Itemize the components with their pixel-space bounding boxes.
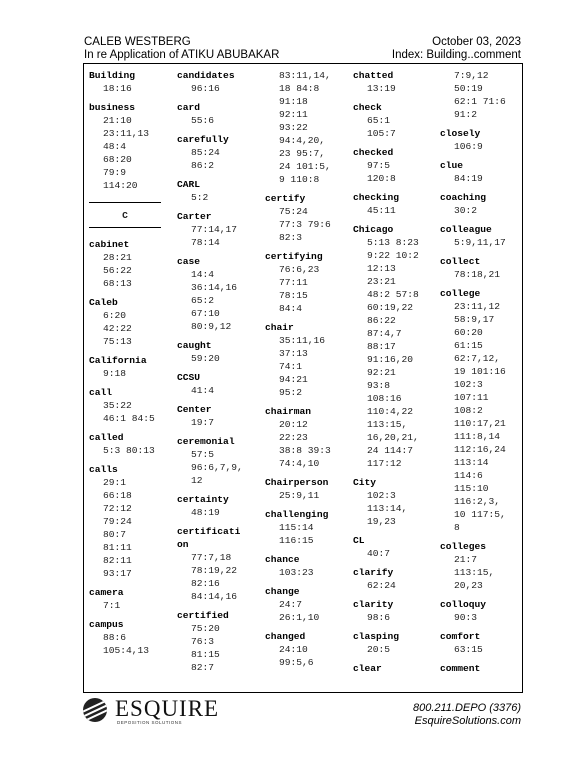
index-entry [89,431,161,457]
page-line-ref: 23:21 [367,276,396,287]
page-line-ref: 80:7 [103,529,127,540]
page-line-ref: 29:1 [103,477,127,488]
page-line-ref: 21:7 [454,554,478,565]
page-line-ref: 92:21 [367,367,396,378]
page-line-ref: 83:11,14, [279,70,331,81]
page-line-ref: 12:13 [367,263,396,274]
page-line-ref: 84:14,16 [191,591,238,602]
index-term: case [177,256,201,267]
page-line-ref: 82:11 [103,555,132,566]
page-line-ref: 59:20 [191,353,220,364]
index-entry [353,146,419,185]
page-line-ref: 65:2 [191,295,215,306]
index-term: checked [353,147,394,158]
page-line-ref: 95:2 [279,387,303,398]
phone-number: 800.211.DEPO (3376) [412,702,521,714]
page-line-ref: 88:6 [103,632,127,643]
index-term: coaching [440,192,487,203]
witness-name: CALEB WESTBERG [84,36,191,48]
index-term: ceremonial [177,436,235,447]
divider-line [89,202,161,203]
index-entry [89,354,161,380]
index-term: change [265,586,300,597]
page-line-ref: 105:7 [367,128,396,139]
page-line-ref: 19:7 [191,417,215,428]
index-term: camera [89,587,124,598]
page-line-ref: 9:18 [103,368,127,379]
index-entry [440,255,506,281]
page-line-ref: 82:7 [191,662,215,673]
page-line-ref: 82:16 [191,578,220,589]
index-entry [177,210,243,249]
section-divider [89,198,161,228]
index-term: carefully [177,134,229,145]
index-entry [177,339,243,365]
page-line-ref: 24:10 [279,644,308,655]
page-line-ref: 24 101:5, [279,161,331,172]
page-line-ref: 19,23 [367,516,396,527]
page-line-ref: 13:19 [367,83,396,94]
index-term: Building [89,70,136,81]
page-line-ref: 41:4 [191,385,215,396]
page-line-ref: 91:16,20 [367,354,414,365]
page-line-ref: 115:14 [279,522,314,533]
index-entry [265,321,331,399]
page-line-ref: 82:3 [279,232,303,243]
index-column [265,69,331,675]
page-line-ref: 35:22 [103,400,132,411]
page-line-ref: 78:18,21 [454,269,501,280]
index-entry [265,250,331,315]
index-entry [265,508,331,547]
page-line-ref: 36:14,16 [191,282,238,293]
index-term: colleague [440,224,492,235]
page-line-ref: 20:5 [367,644,391,655]
index-entry [177,371,243,397]
index-entry [440,540,506,592]
index-term: certified [177,610,229,621]
esquire-globe-icon [83,698,107,722]
page-line-ref: 110:17,21 [454,418,506,429]
page-line-ref: 9 110:8 [279,174,320,185]
page-line-ref: 37:13 [279,348,308,359]
index-term: CARL [177,179,201,190]
index-entry [89,618,161,657]
page-line-ref: 76:3 [191,636,215,647]
page-line-ref: 74:1 [279,361,303,372]
index-term: colleges [440,541,487,552]
page-line-ref: 23:11,12 [454,301,501,312]
esquire-logo [83,696,243,726]
page-line-ref: 79:24 [103,516,132,527]
index-box [83,63,523,693]
index-term: collect [440,256,481,267]
index-entry [440,630,506,656]
page-line-ref: 93:8 [367,380,391,391]
index-term: comment [440,663,481,674]
page-line-ref: 90:3 [454,612,478,623]
index-entry [177,255,243,333]
page-line-ref: 84:19 [454,173,483,184]
page-line-ref: 94:21 [279,374,308,385]
index-entry [353,566,419,592]
index-entry [440,159,506,185]
index-term: certainty [177,494,229,505]
index-entry [265,476,331,502]
page-line-ref: 114:20 [103,180,138,191]
page-line-ref: 77:3 79:6 [279,219,331,230]
page-line-ref: 48:4 [103,141,127,152]
index-entry [353,223,419,470]
index-term: business [89,102,136,113]
index-term: calls [89,464,118,475]
index-column [353,69,419,681]
page-line-ref: 93:17 [103,568,132,579]
index-range: Index: Building..comment [391,49,521,61]
index-entry [353,598,419,624]
index-entry [177,178,243,204]
page-line-ref: 24 114:7 [367,445,414,456]
index-entry [89,296,161,348]
index-term: certifying [265,251,323,262]
page-line-ref: 105:4,13 [103,645,150,656]
page-line-ref: 78:14 [191,237,220,248]
page-line-ref: 75:13 [103,336,132,347]
page-line-ref: 25:9,11 [279,490,320,501]
index-entry [89,386,161,425]
page-line-ref: 48:19 [191,507,220,518]
page-line-ref: 67:10 [191,308,220,319]
page-line-ref: 113:15, [454,567,495,578]
index-term: clear [353,663,382,674]
index-entry [353,69,419,95]
index-column [177,69,243,680]
index-term: challenging [265,509,329,520]
page-line-ref: 75:20 [191,623,220,634]
page-line-ref: 5:3 80:13 [103,445,155,456]
index-term: Carter [177,211,212,222]
index-entry [89,69,161,95]
page-line-ref: 112:16,24 [454,444,506,455]
index-term: Center [177,404,212,415]
page-line-ref: 30:2 [454,205,478,216]
page-line-ref: 18 84:8 [279,83,320,94]
index-term: candidates [177,70,235,81]
page-line-ref: 42:22 [103,323,132,334]
index-entry [440,287,506,534]
index-entry [265,553,331,579]
page-line-ref: 77:11 [279,277,308,288]
index-term: chairman [265,406,312,417]
page-line-ref: 120:8 [367,173,396,184]
page-line-ref: 46:1 84:5 [103,413,155,424]
index-term: Chairperson [265,477,329,488]
page-line-ref: 65:1 [367,115,391,126]
page-line-ref: 19 101:16 [454,366,506,377]
page-line-ref: 5:9,11,17 [454,237,506,248]
page-line-ref: 78:19,22 [191,565,238,576]
index-entry [89,463,161,580]
page-line-ref: 68:13 [103,278,132,289]
page-line-ref: 103:23 [279,567,314,578]
page-line-ref: 50:19 [454,83,483,94]
index-term: certify [265,193,306,204]
page-line-ref: 20,23 [454,580,483,591]
index-term: caught [177,340,212,351]
page-line-ref: 21:10 [103,115,132,126]
page-line-ref: 75:24 [279,206,308,217]
page-line-ref: 88:17 [367,341,396,352]
page-line-ref: 99:5,6 [279,657,314,668]
page-line-ref: 96:16 [191,83,220,94]
page-line-ref: 91:18 [279,96,308,107]
page-line-ref: 94:4,20, [279,135,326,146]
page-line-ref: 113:14 [454,457,489,468]
logo-wordmark: ESQUIRE [115,696,220,721]
page-line-ref: 10 117:5, [454,509,506,520]
index-entry [440,223,506,249]
page-line-ref: 14:4 [191,269,215,280]
index-term: campus [89,619,124,630]
page-line-ref: 12 [191,475,203,486]
index-term: certificati on [177,526,241,550]
index-entry [177,69,243,95]
index-entry [353,662,419,675]
index-term: call [89,387,113,398]
index-term: clasping [353,631,400,642]
index-entry [440,69,506,121]
index-entry [265,405,331,470]
page-line-ref: 23 95:7, [279,148,326,159]
index-entry [353,630,419,656]
contact-info [413,702,521,728]
index-term: closely [440,128,481,139]
page-line-ref: 5:2 [191,192,209,203]
index-entry [440,127,506,153]
page-line-ref: 117:12 [367,458,402,469]
page-line-ref: 116:2,3, [454,496,501,507]
index-entry [89,238,161,290]
page-line-ref: 7:1 [103,600,121,611]
index-term: colloquy [440,599,487,610]
page-line-ref: 106:9 [454,141,483,152]
page-line-ref: 6:20 [103,310,127,321]
index-term: cabinet [89,239,130,250]
index-entry [265,192,331,244]
page-line-ref: 9:22 10:2 [367,250,419,261]
page-line-ref: 8 [454,522,460,533]
page-line-ref: 57:5 [191,449,215,460]
index-term: Caleb [89,297,118,308]
index-entry [353,101,419,140]
page-line-ref: 114:6 [454,470,483,481]
index-entry [89,101,161,192]
page-line-ref: 111:8,14 [454,431,501,442]
divider-line [89,227,161,228]
page-line-ref: 58:9,17 [454,314,495,325]
page-line-ref: 22:23 [279,432,308,443]
page-line-ref: 5:13 8:23 [367,237,419,248]
page-line-ref: 28:21 [103,252,132,263]
index-term: chatted [353,70,394,81]
page-line-ref: 60:19,22 [367,302,414,313]
page-line-ref: 63:15 [454,644,483,655]
page-line-ref: 93:22 [279,122,308,133]
index-entry [177,101,243,127]
page-line-ref: 60:20 [454,327,483,338]
page-line-ref: 56:22 [103,265,132,276]
page-line-ref: 102:3 [367,490,396,501]
page-line-ref: 78:15 [279,290,308,301]
logo-tagline: DEPOSITION SOLUTIONS [117,720,183,725]
index-term: chance [265,554,300,565]
index-term: CL [353,535,365,546]
page-line-ref: 77:7,18 [191,552,232,563]
page-line-ref: 80:9,12 [191,321,232,332]
page-line-ref: 108:2 [454,405,483,416]
page-line-ref: 96:6,7,9, [191,462,243,473]
index-term: clarity [353,599,394,610]
index-entry [265,630,331,669]
page-line-ref: 68:20 [103,154,132,165]
page-line-ref: 86:2 [191,160,215,171]
deposition-date: October 03, 2023 [432,36,521,48]
index-entry [177,435,243,487]
page-line-ref: 7:9,12 [454,70,489,81]
page-line-ref: 116:15 [279,535,314,546]
page-line-ref: 102:3 [454,379,483,390]
index-entry [265,585,331,624]
section-letter: C [122,210,128,221]
index-entry [177,133,243,172]
page-line-ref: 72:12 [103,503,132,514]
index-entry [177,609,243,674]
page-line-ref: 84:4 [279,303,303,314]
index-entry [440,598,506,624]
page-line-ref: 18:16 [103,83,132,94]
page-line-ref: 55:6 [191,115,215,126]
page-line-ref: 35:11,16 [279,335,326,346]
page-line-ref: 74:4,10 [279,458,320,469]
index-entry [177,403,243,429]
page-line-ref: 62:24 [367,580,396,591]
index-term: check [353,102,382,113]
index-column [89,69,161,663]
page-line-ref: 20:12 [279,419,308,430]
index-entry [177,493,243,519]
page-line-ref: 48:2 57:8 [367,289,419,300]
index-term: Chicago [353,224,394,235]
page-line-ref: 38:8 39:3 [279,445,331,456]
index-term: called [89,432,124,443]
index-term: City [353,477,377,488]
index-term: chair [265,322,294,333]
index-entry [353,476,419,528]
index-entry [440,662,506,675]
index-term: clue [440,160,464,171]
index-entry [265,69,331,186]
case-caption: In re Application of ATIKU ABUBAKAR [84,49,280,61]
page-line-ref: 81:11 [103,542,132,553]
index-column [440,69,506,681]
index-entry [89,586,161,612]
index-term: changed [265,631,306,642]
page-line-ref: 107:11 [454,392,489,403]
page-line-ref: 87:4,7 [367,328,402,339]
page-line-ref: 79:9 [103,167,127,178]
page-line-ref: 26:1,10 [279,612,320,623]
index-term: clarify [353,567,394,578]
index-term: card [177,102,201,113]
page-line-ref: 108:16 [367,393,402,404]
index-term: college [440,288,481,299]
page-line-ref: 115:10 [454,483,489,494]
website-link[interactable]: EsquireSolutions.com [414,715,521,727]
page-line-ref: 113:15, [367,419,408,430]
page-line-ref: 91:2 [454,109,478,120]
page-line-ref: 62:7,12, [454,353,501,364]
page-line-ref: 45:11 [367,205,396,216]
page-line-ref: 76:6,23 [279,264,320,275]
index-term: comfort [440,631,481,642]
index-entry [353,191,419,217]
index-term: California [89,355,147,366]
page-line-ref: 98:6 [367,612,391,623]
page-line-ref: 24:7 [279,599,303,610]
page-line-ref: 81:15 [191,649,220,660]
page-line-ref: 40:7 [367,548,391,559]
index-entry [177,525,243,603]
page-line-ref: 113:14, [367,503,408,514]
page-line-ref: 77:14,17 [191,224,238,235]
page-line-ref: 110:4,22 [367,406,414,417]
page-line-ref: 62:1 71:6 [454,96,506,107]
page-line-ref: 85:24 [191,147,220,158]
page-line-ref: 66:18 [103,490,132,501]
page-line-ref: 16,20,21, [367,432,419,443]
page-line-ref: 97:5 [367,160,391,171]
page-line-ref: 92:11 [279,109,308,120]
page-line-ref: 61:15 [454,340,483,351]
index-entry [440,191,506,217]
page-line-ref: 23:11,13 [103,128,150,139]
index-entry [353,534,419,560]
index-term: checking [353,192,400,203]
index-term: CCSU [177,372,201,383]
page-line-ref: 86:22 [367,315,396,326]
